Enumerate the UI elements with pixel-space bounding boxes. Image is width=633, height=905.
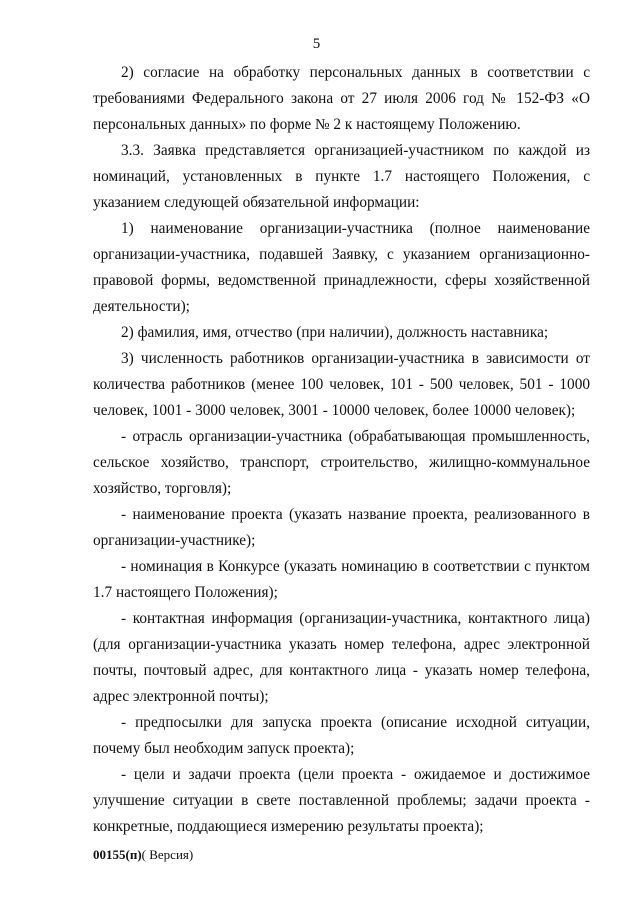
- paragraph-application-3-3: 3.3. Заявка представляется организацией-участником по каждой из номинаций, установленных в пункте 1.7 настоящего Положения, с указанием следующей обязательной информации:: [93, 142, 590, 211]
- paragraph-contact-info: - контактная информация (организации-участника, контактного лица) (для организации-участника указать номер телефона, адрес электронной почты, почтовый адрес, для контактного лица - указать номер телефона, адрес электронной почты);: [93, 610, 590, 705]
- paragraph-consent: 2) согласие на обработку персональных данных в соответствии с требованиями Федерального закона от 27 июля 2006 год № 152-ФЗ «О персональных данных» по форме № 2 к настоящему Положению.: [93, 64, 590, 133]
- paragraph-nomination: - номинация в Конкурсе (указать номинацию в соответствии с пунктом 1.7 настоящего Положения);: [93, 558, 590, 601]
- paragraph-prerequisites: - предпосылки для запуска проекта (описание исходной ситуации, почему был необходим запуск проекта);: [93, 714, 590, 757]
- paragraph-project-name: - наименование проекта (указать название проекта, реализованного в организации-участнике);: [93, 506, 590, 549]
- paragraph-item-3-headcount: 3) численность работников организации-участника в зависимости от количества работников (менее 100 человек, 101 - 500 человек, 501 - 1000 человек, 1001 - 3000 человек, 3001 - 10000 человек, более 10000 человек);: [93, 350, 590, 419]
- document-body: [93, 60, 590, 840]
- paragraph-item-2-mentor: 2) фамилия, имя, отчество (при наличии), должность наставника;: [121, 324, 549, 341]
- document-code: 00155(п): [93, 847, 142, 862]
- document-version: ( Версия): [141, 847, 194, 862]
- paragraph-goals: - цели и задачи проекта (цели проекта - ожидаемое и достижимое улучшение ситуации в свете поставленной проблемы; задачи проекта - конкретные, поддающиеся измерению результаты проекта);: [93, 766, 590, 835]
- document-footer: [93, 847, 193, 863]
- paragraph-industry: - отрасль организации-участника (обрабатывающая промышленность, сельское хозяйство, транспорт, строительство, жилищно-коммунальное хозяйство, торговля);: [93, 428, 590, 497]
- page-number: 5: [312, 36, 321, 52]
- paragraph-item-1-name: 1) наименование организации-участника (полное наименование организации-участника, подавшей Заявку, с указанием организационно-правовой формы, ведомственной принадлежности, сферы хозяйственной деятельности);: [93, 220, 590, 315]
